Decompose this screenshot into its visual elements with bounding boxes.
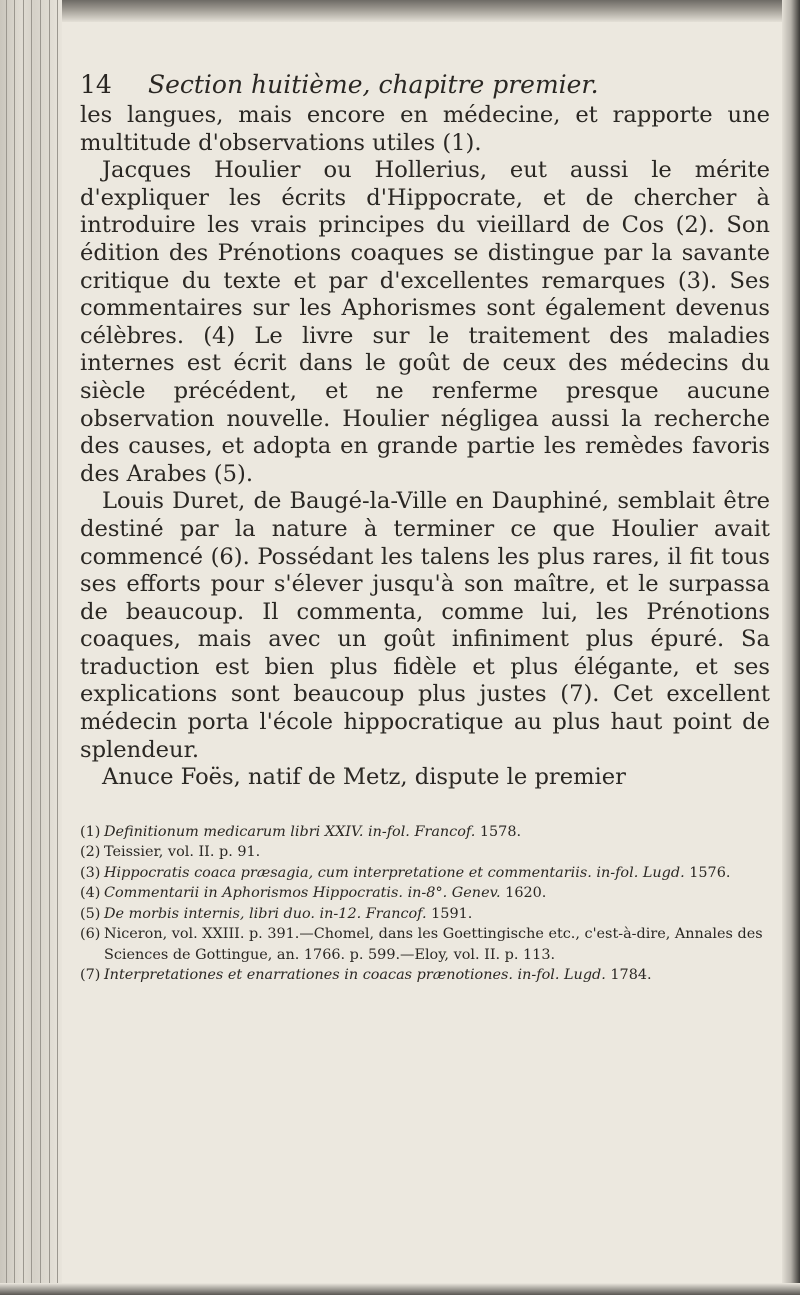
running-head <box>80 70 770 102</box>
scan-top-edge <box>0 0 800 22</box>
footnote: (5) De morbis internis, libri duo. in-12. Francof. 1591. <box>80 905 473 922</box>
footnote: (1) Definitionum medicarum libri XXIV. in-fol. Francof. 1578. <box>80 823 522 840</box>
paragraph-continuation: les langues, mais encore en médecine, et rapporte une multitude d'observations utiles (1). <box>80 102 770 156</box>
footnote: (3) Hippocratis coaca præsagia, cum interpretatione et commentariis. in-fol. Lugd. 1576. <box>80 864 731 881</box>
footnote: (6) Niceron, vol. XXIII. p. 391.—Chomel, dans les Goettingische etc., c'est-à-dire, Annales des Sciences de Gottingue, an. 1766. p. 599.—Eloy, vol. II. p. 113. <box>80 926 763 963</box>
footnote: (7) Interpretationes et enarrationes in coacas prænotiones. in-fol. Lugd. 1784. <box>80 967 652 984</box>
running-title: Section huitième, chapitre premier. <box>147 70 599 99</box>
book-page <box>80 70 770 986</box>
footnote: (2) Teissier, vol. II. p. 91. <box>80 844 261 861</box>
scan-right-edge <box>782 0 800 1295</box>
page-number: 14 <box>80 70 112 99</box>
footnote: (4) Commentarii in Aphorismos Hippocratis. in-8°. Genev. 1620. <box>80 885 547 902</box>
paragraph-duret: Louis Duret, de Baugé-la-Ville en Dauphiné, semblait être destiné par la nature à terminer ce que Houlier avait commencé (6). Possédant les talens les plus rares, il fit tous ses efforts pour s'élever jusqu'à son maître, et le surpassa de beaucoup. Il commenta, comme lui, les Prénotions coaques, mais avec un goût infiniment plus épuré. Sa traduction est bien plus fidèle et plus élégante, et ses explications sont beaucoup plus justes (7). Cet excellent médecin porta l'école hippocratique au plus haut point de splendeur. <box>80 488 770 763</box>
scan-binding-edge <box>0 0 62 1295</box>
paragraph-foes: Anuce Foës, natif de Metz, dispute le premier <box>102 764 626 791</box>
paragraph-houlier: Jacques Houlier ou Hollerius, eut aussi le mérite d'expliquer les écrits d'Hippocrate, et de chercher à introduire les vrais principes du vieillard de Cos (2). Son édition des Prénotions coaques se distingue par la savante critique du texte et par d'excellentes remarques (3). Ses commentaires sur les Aphorismes sont également devenus célèbres. (4) Le livre sur le traitement des maladies internes est écrit dans le goût de ceux des médecins du siècle précédent, et ne renferme presque aucune observation nouvelle. Houlier négligea aussi la recherche des causes, et adopta en grande partie les remèdes favoris des Arabes (5). <box>80 157 770 487</box>
footnotes <box>80 822 770 986</box>
body-text <box>80 102 770 792</box>
scan-bottom-edge <box>0 1283 800 1295</box>
